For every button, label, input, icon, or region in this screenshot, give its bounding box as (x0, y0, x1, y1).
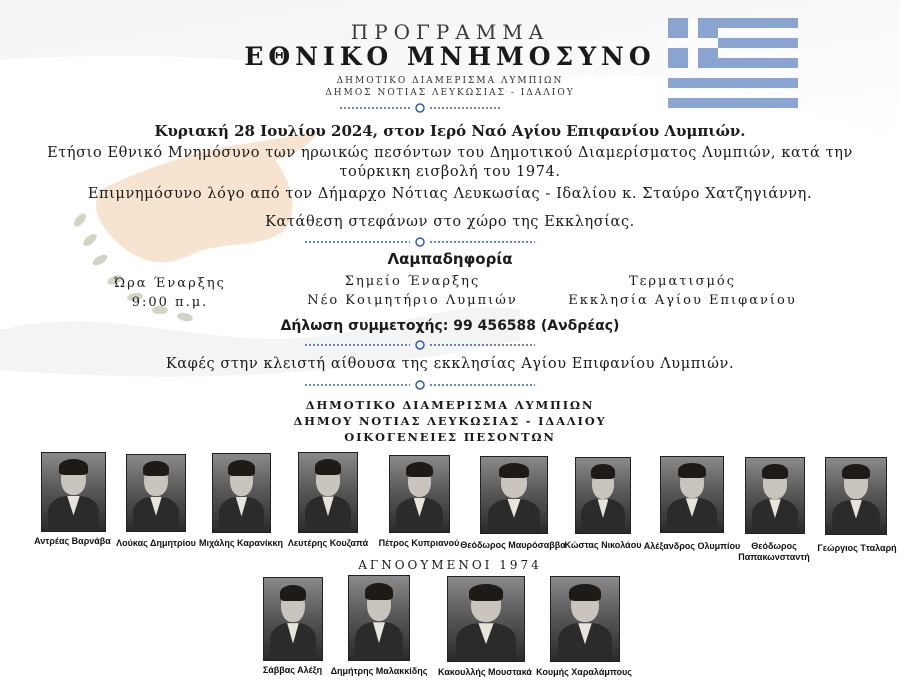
portrait-photo (126, 454, 186, 532)
start-time-value: 9:00 π.μ. (131, 295, 209, 310)
fallen-name: Γεώργιος Τταλαρή (817, 543, 897, 553)
start-point-value: Νέο Κοιμητήριο Λυμπιών (307, 293, 518, 308)
portrait-photo (745, 457, 805, 534)
fallen-name: Αλέξανδρος Ολυμπίου (643, 541, 741, 551)
torch-heading: Λαμπαδηφορία (387, 250, 513, 268)
torch-start-point (285, 272, 540, 310)
portrait-photo (447, 576, 525, 662)
coffee-notice: Καφές στην κλειστή αίθουσα της εκκλησίας Αγίου Επιφανίου Λυμπιών. (165, 356, 735, 372)
start-point-label: Σημείο Έναρξης (344, 274, 481, 289)
ornament-divider (340, 103, 500, 113)
families-heading-district: ΔΗΜΟΤΙΚΟ ΔΙΑΜΕΡΙΣΜΑ ΛΥΜΠΙΩΝ (305, 398, 595, 412)
portrait-photo (660, 456, 724, 533)
missing-name: Σάββας Αλέξη (262, 665, 323, 675)
ornament-divider (305, 380, 535, 390)
families-heading-fallen: ΟΙΚΟΓΕΝΕΙΕΣ ΠΕΣΟΝΤΩΝ (344, 430, 556, 444)
event-wreaths: Κατάθεση στεφάνων στο χώρο της Εκκλησίας. (265, 214, 635, 230)
fallen-name: Θεόδωρος Παπακωνσταντή (738, 541, 810, 562)
portrait-photo (550, 576, 620, 662)
event-date: Κυριακή 28 Ιουλίου 2024, στον Ιερό Ναό Αγίου Επιφανίου Λυμπιών. (154, 122, 746, 140)
missing-name: Δημήτρης Μαλακκίδης (330, 666, 428, 676)
fallen-name: Λούκας Δημητρίου (116, 538, 196, 548)
portrait-photo (575, 457, 631, 534)
portrait-photo (212, 453, 271, 533)
torch-start-time (105, 274, 235, 312)
fallen-name: Λευτέρης Κουζαπά (287, 538, 369, 548)
torch-end-point (555, 272, 810, 310)
missing-name: Κακουλλής Μουστακά (438, 667, 532, 677)
portrait-photo (825, 457, 887, 535)
program-heading: ΠΡΟΓΡΑΜΜΑ (350, 20, 550, 44)
ornament-divider (305, 237, 535, 247)
header-subtitle-district: ΔΗΜΟΤΙΚΟ ΔΙΑΜΕΡΙΣΜΑ ΛΥΜΠΙΩΝ (336, 76, 564, 86)
event-speech: Επιμνημόσυνο λόγο από τον Δήμαρχο Νότιας Λευκωσίας - Ιδαλίου κ. Σταύρο Χατζηγιάννη. (87, 186, 813, 202)
portrait-photo (263, 577, 323, 661)
fallen-name: Κώστας Νικολάου (564, 540, 642, 550)
ornament-divider (305, 340, 535, 350)
fallen-name: Μιχάλης Καρανίκκη (198, 538, 284, 548)
start-time-label: Ώρα Έναρξης (114, 276, 226, 291)
families-heading-municipality: ΔΗΜΟΥ ΝΟΤΙΑΣ ΛΕΥΚΩΣΙΑΣ - ΙΔΑΛΙΟΥ (293, 414, 607, 428)
fallen-name: Θεόδωρος Μαυρόσαββα (460, 540, 566, 550)
event-description: Ετήσιο Εθνικό Μνημόσυνο των ηρωικώς πεσόντων του Δημοτικού Διαμερίσματος Λυμπιών, κατά την τούρκικη εισβολή του 1974. (47, 145, 853, 180)
portrait-photo (298, 452, 358, 533)
end-value: Εκκλησία Αγίου Επιφανίου (568, 293, 797, 308)
portrait-photo (348, 575, 410, 661)
portrait-photo (41, 452, 106, 532)
fallen-name: Αντρέας Βαρνάβα (34, 536, 111, 546)
fallen-name: Πέτρος Κυπριανού (378, 538, 460, 548)
missing-name: Κουμής Χαραλάμπους (536, 667, 632, 677)
missing-heading: ΑΓΝΟΟΥΜΕΝΟΙ 1974 (358, 558, 542, 572)
header-subtitle-municipality: ΔΗΜΟΣ ΝΟΤΙΑΣ ΛΕΥΚΩΣΙΑΣ - ΙΔΑΛΙΟΥ (325, 88, 575, 98)
page-title: ΕΘΝΙΚΟ ΜΝΗΜΟΣΥΝΟ (244, 42, 656, 71)
end-label: Τερματισμός (629, 274, 736, 289)
portrait-photo (480, 456, 548, 534)
participation-contact: Δήλωση συμμετοχής: 99 456588 (Ανδρέας) (280, 318, 620, 334)
portrait-photo (389, 455, 450, 533)
